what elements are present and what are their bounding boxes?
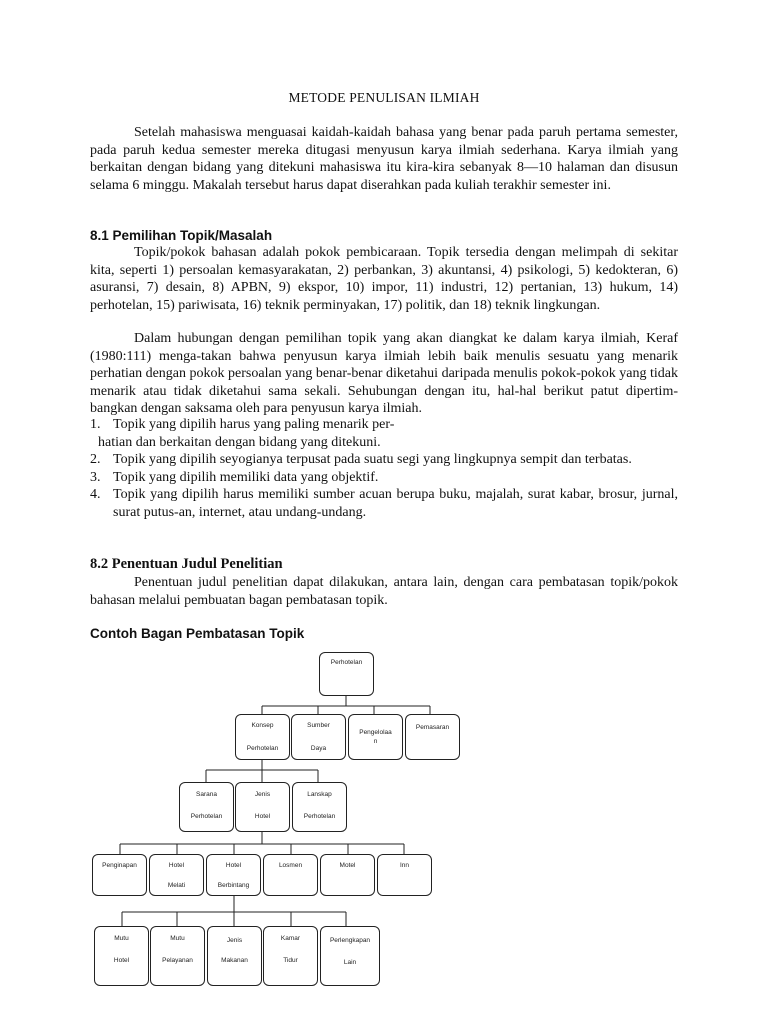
chart-node-root: Perhotelan: [319, 652, 374, 696]
section-8-2-paragraph: Penentuan judul penelitian dapat dilakukan, antara lain, dengan cara pembatasan topik/pokok bahasan melalui pembuatan bagan pembatasan topik.: [90, 575, 678, 608]
chart-node-level4: Mutu Pelayanan: [150, 926, 205, 986]
list-item-number: 1.: [90, 417, 101, 432]
chart-node-level1: Konsep Perhotelan: [235, 714, 290, 760]
intro-paragraph: Setelah mahasiswa menguasai kaidah-kaidah bahasa yang benar pada paruh pertama semester, pada paruh kedua semester mereka ditugasi menyusun karya ilmiah sederhana. Karya ilmiah yang berkaitan dengan bidang yang ditekuni mahasiswa itu kira-kira sebanyak 8—10 halaman dan disusun selama 6 minggu. Makalah tersebut harus dapat diserahkan pada kuliah terakhir semester ini.: [90, 125, 678, 193]
list-item: [90, 469, 678, 487]
list-item-number: 4.: [90, 487, 101, 503]
chart-node-level3: Hotel Melati: [149, 854, 204, 896]
chart-node-level4: Mutu Hotel: [94, 926, 149, 986]
list-item-text: Topik yang dipilih harus yang paling menarik per-: [113, 417, 395, 432]
chart-node-level1: Pemasaran: [405, 714, 460, 760]
section-8-1-paragraph-2: Dalam hubungan dengan pemilihan topik yang akan diangkat ke dalam karya ilmiah, Keraf (1980:111) menga-takan bahwa penyusun karya ilmiah lebih baik menulis sesuatu yang menarik perhatian dengan pokok persoalan yang benar-benar diketahui daripada menulis pokok-pokok yang tidak menarik atau tidak diketahui sama sekali. Sehubungan dengan itu, hal-hal berikut patut dipertim-bangkan dengan saksama oleh para penyusun karya ilmiah.: [90, 331, 678, 417]
topic-limitation-chart: [0, 640, 768, 1024]
document-title: METODE PENULISAN ILMIAH: [288, 90, 480, 105]
chart-node-level1: Pengelolaa n: [348, 714, 403, 760]
chart-node-level4: Perlengkapan Lain: [320, 926, 380, 986]
list-item-text: Topik yang dipilih memiliki data yang objektif.: [113, 469, 379, 485]
chart-node-level3: Hotel Berbintang: [206, 854, 261, 896]
chart-node-level4: Jenis Makanan: [207, 926, 262, 986]
list-item-text: Topik yang dipilih seyogianya terpusat pada suatu segi yang lingkupnya sempit dan terbatas.: [113, 452, 632, 468]
list-item-number: 3.: [90, 469, 101, 485]
section-8-1-heading: 8.1 Pemilihan Topik/Masalah: [90, 228, 273, 243]
chart-node-level2: Jenis Hotel: [235, 782, 290, 832]
chart-node-level4: Kamar Tidur: [263, 926, 318, 986]
section-8-2-heading: 8.2 Penentuan Judul Penelitian: [90, 556, 283, 572]
chart-node-level1: Sumber Daya: [291, 714, 346, 760]
section-8-1-paragraph-1: Topik/pokok bahasan adalah pokok pembicaraan. Topik tersedia dengan melimpah di sekitar kita, seperti 1) persoalan kemasyarakatan, 2) perbankan, 3) akuntansi, 4) psikologi, 5) kedokteran, 6) asuransi, 7) desain, 8) APBN, 9) ekspor, 10) impor, 11) industri, 12) pertanian, 13) hukum, 14) perhotelan, 15) pariwisata, 16) teknik perminyakan, 17) politik, dan 18) teknik lingkungan.: [90, 245, 678, 313]
list-item-number: 2.: [90, 452, 101, 468]
list-item-text: Topik yang dipilih harus memiliki sumber acuan berupa buku, majalah, surat kabar, brosur, jurnal, surat putus-an, internet, atau undang-undang.: [113, 487, 678, 520]
list-item-text: hatian dan berkaitan dengan bidang yang ditekuni.: [98, 434, 381, 450]
list-item: [90, 451, 678, 469]
chart-node-level3: Losmen: [263, 854, 318, 896]
list-item: [90, 416, 678, 434]
chart-node-level3: Penginapan: [92, 854, 147, 896]
list-item: [90, 486, 678, 521]
chart-node-level2: Lanskap Perhotelan: [292, 782, 347, 832]
chart-heading: Contoh Bagan Pembatasan Topik: [90, 626, 305, 641]
chart-node-level2: Sarana Perhotelan: [179, 782, 234, 832]
chart-node-level3: Inn: [377, 854, 432, 896]
list-item-continuation: [90, 434, 678, 452]
topic-criteria-list: [90, 416, 678, 522]
chart-node-level3: Motel: [320, 854, 375, 896]
